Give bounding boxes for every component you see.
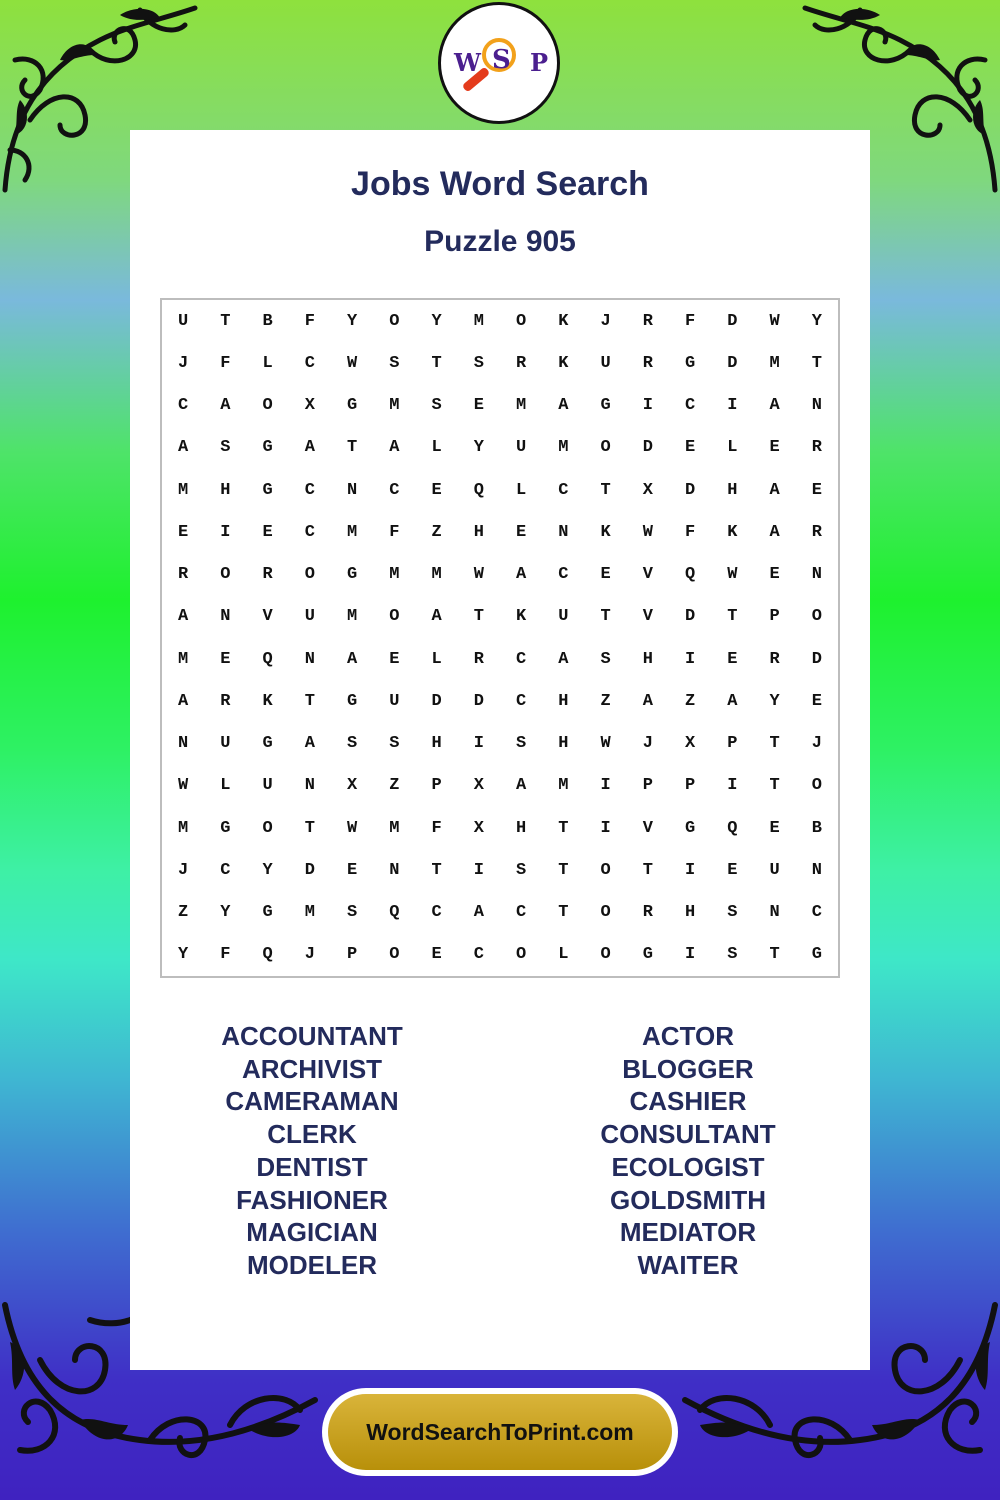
grid-cell: U	[558, 607, 569, 627]
grid-cell: B	[811, 818, 822, 838]
grid-cell: O	[304, 565, 315, 585]
grid-cell: G	[685, 818, 696, 838]
grid-cell: D	[727, 353, 738, 373]
grid-cell: A	[642, 691, 653, 711]
grid-cell: H	[558, 734, 569, 754]
grid-cell: E	[769, 818, 780, 838]
grid-cell: U	[178, 311, 189, 331]
grid-cell: N	[811, 565, 822, 585]
grid-cell: N	[811, 860, 822, 880]
grid-cell: L	[431, 438, 442, 458]
logo-letter-p: P	[530, 48, 549, 77]
grid-cell: R	[811, 522, 822, 542]
grid-cell: C	[304, 353, 315, 373]
grid-cell: D	[304, 860, 315, 880]
grid-cell: A	[304, 734, 315, 754]
grid-cell: G	[347, 565, 358, 585]
grid-cell: Q	[685, 565, 696, 585]
grid-cell: R	[811, 438, 822, 458]
grid-cell: M	[473, 311, 484, 331]
grid-cell: E	[431, 945, 442, 965]
grid-cell: L	[431, 649, 442, 669]
grid-cell: I	[685, 945, 696, 965]
grid-cell: H	[558, 691, 569, 711]
grid-cell: H	[642, 649, 653, 669]
grid-cell: T	[769, 734, 780, 754]
grid-cell: A	[220, 396, 231, 416]
word-list-item: DENTIST	[256, 1151, 368, 1182]
grid-cell: G	[220, 818, 231, 838]
grid-cell: A	[431, 607, 442, 627]
grid-cell: G	[347, 691, 358, 711]
grid-cell: R	[473, 649, 484, 669]
grid-cell: M	[389, 818, 400, 838]
grid-cell: I	[220, 522, 231, 542]
grid-cell: L	[516, 480, 527, 500]
grid-cell: D	[431, 691, 442, 711]
grid-cell: W	[642, 522, 653, 542]
grid-cell: T	[769, 945, 780, 965]
grid-cell: C	[220, 860, 231, 880]
letter-grid	[160, 298, 840, 978]
grid-cell: M	[178, 649, 189, 669]
grid-cell: W	[600, 734, 611, 754]
grid-cell: S	[389, 353, 400, 373]
grid-cell: S	[347, 734, 358, 754]
grid-cell: T	[600, 480, 611, 500]
grid-cell: Z	[431, 522, 442, 542]
grid-cell: R	[262, 565, 273, 585]
grid-cell: O	[516, 945, 527, 965]
grid-cell: I	[685, 860, 696, 880]
grid-cell: D	[473, 691, 484, 711]
grid-cell: A	[558, 396, 569, 416]
grid-cell: G	[262, 903, 273, 923]
grid-cell: T	[431, 353, 442, 373]
grid-cell: A	[473, 903, 484, 923]
logo-letter-w: W	[454, 48, 481, 77]
grid-cell: X	[347, 776, 358, 796]
footer-link[interactable]: WordSearchToPrint.com	[328, 1394, 672, 1470]
grid-cell: A	[389, 438, 400, 458]
grid-cell: C	[304, 480, 315, 500]
grid-cell: J	[304, 945, 315, 965]
grid-cell: X	[685, 734, 696, 754]
grid-cell: D	[685, 607, 696, 627]
grid-cell: E	[685, 438, 696, 458]
grid-cell: N	[178, 734, 189, 754]
grid-cell: F	[220, 945, 231, 965]
grid-cell: P	[431, 776, 442, 796]
grid-cell: T	[811, 353, 822, 373]
grid-cell: E	[178, 522, 189, 542]
grid-cell: H	[516, 818, 527, 838]
grid-cell: S	[220, 438, 231, 458]
grid-cell: E	[600, 565, 611, 585]
logo-letter-s: S	[492, 45, 511, 75]
grid-cell: T	[220, 311, 231, 331]
grid-cell: A	[304, 438, 315, 458]
grid-cell: U	[600, 353, 611, 373]
grid-cell: W	[769, 311, 780, 331]
grid-cell: U	[262, 776, 273, 796]
grid-cell: C	[685, 396, 696, 416]
grid-cell: V	[262, 607, 273, 627]
grid-cell: E	[473, 396, 484, 416]
grid-cell: F	[431, 818, 442, 838]
grid-cell: O	[600, 903, 611, 923]
grid-cell: T	[473, 607, 484, 627]
grid-cell: M	[178, 818, 189, 838]
grid-cell: E	[516, 522, 527, 542]
grid-cell: O	[600, 438, 611, 458]
grid-cell: R	[769, 649, 780, 669]
word-list-item: CLERK	[267, 1119, 357, 1150]
grid-cell: A	[769, 396, 780, 416]
grid-cell: P	[642, 776, 653, 796]
grid-cell: O	[600, 945, 611, 965]
grid-cell: U	[220, 734, 231, 754]
grid-cell: N	[304, 649, 315, 669]
grid-cell: E	[389, 649, 400, 669]
grid-cell: I	[473, 860, 484, 880]
word-list-item: ARCHIVIST	[241, 1053, 383, 1084]
grid-cell: L	[220, 776, 231, 796]
grid-cell: Y	[220, 903, 231, 923]
grid-cell: T	[769, 776, 780, 796]
grid-cell: G	[347, 396, 358, 416]
word-list-item: ACCOUNTANT	[221, 1021, 403, 1051]
grid-cell: V	[642, 818, 653, 838]
grid-cell: M	[178, 480, 189, 500]
grid-cell: C	[178, 396, 189, 416]
word-list-item: MEDIATOR	[619, 1217, 757, 1248]
word-list-item: MAGICIAN	[246, 1217, 378, 1248]
grid-cell: E	[727, 860, 738, 880]
word-list-item: ACTOR	[642, 1021, 734, 1051]
grid-cell: R	[642, 903, 653, 923]
grid-cell: A	[178, 607, 189, 627]
grid-cell: P	[347, 945, 358, 965]
grid-cell: Z	[389, 776, 400, 796]
grid-cell: R	[516, 353, 527, 373]
grid-cell: G	[685, 353, 696, 373]
grid-cell: M	[347, 607, 358, 627]
grid-cell: D	[727, 311, 738, 331]
grid-cell: C	[516, 691, 527, 711]
grid-cell: D	[642, 438, 653, 458]
grid-cell: Y	[811, 311, 822, 331]
grid-cell: M	[304, 903, 315, 923]
grid-cell: V	[642, 607, 653, 627]
grid-cell: E	[220, 649, 231, 669]
grid-cell: I	[473, 734, 484, 754]
word-list-item: BLOGGER	[622, 1053, 754, 1084]
word-list-item: CAMERAMAN	[225, 1086, 399, 1117]
grid-cell: Z	[685, 691, 696, 711]
grid-cell: E	[769, 438, 780, 458]
grid-cell: S	[727, 945, 738, 965]
grid-cell: N	[811, 396, 822, 416]
grid-cell: U	[769, 860, 780, 880]
grid-cell: M	[389, 565, 400, 585]
grid-cell: H	[727, 480, 738, 500]
grid-cell: Y	[769, 691, 780, 711]
grid-cell: I	[727, 396, 738, 416]
grid-cell: K	[727, 522, 738, 542]
grid-cell: I	[727, 776, 738, 796]
grid-cell: J	[811, 734, 822, 754]
grid-cell: E	[769, 565, 780, 585]
grid-cell: J	[178, 353, 189, 373]
grid-cell: C	[558, 480, 569, 500]
grid-cell: G	[600, 396, 611, 416]
grid-cell: S	[516, 734, 527, 754]
grid-cell: E	[347, 860, 358, 880]
grid-cell: T	[304, 818, 315, 838]
grid-cell: X	[473, 776, 484, 796]
grid-cell: S	[516, 860, 527, 880]
grid-cell: W	[727, 565, 738, 585]
footer-banner[interactable]	[322, 1388, 678, 1476]
grid-cell: O	[516, 311, 527, 331]
grid-cell: Z	[178, 903, 189, 923]
grid-cell: E	[727, 649, 738, 669]
grid-cell: F	[220, 353, 231, 373]
grid-cell: X	[642, 480, 653, 500]
grid-cell: J	[642, 734, 653, 754]
grid-cell: K	[558, 311, 569, 331]
grid-cell: A	[347, 649, 358, 669]
grid-cell: T	[642, 860, 653, 880]
grid-cell: E	[262, 522, 273, 542]
grid-cell: O	[389, 945, 400, 965]
grid-cell: W	[347, 818, 358, 838]
grid-cell: A	[178, 438, 189, 458]
grid-cell: O	[600, 860, 611, 880]
grid-cell: W	[178, 776, 189, 796]
grid-cell: C	[389, 480, 400, 500]
grid-cell: I	[600, 818, 611, 838]
grid-cell: K	[516, 607, 527, 627]
grid-cell: Q	[389, 903, 400, 923]
grid-cell: M	[558, 438, 569, 458]
site-logo[interactable]	[438, 2, 560, 124]
grid-cell: W	[347, 353, 358, 373]
grid-cell: A	[769, 522, 780, 542]
grid-cell: G	[262, 438, 273, 458]
grid-cell: V	[642, 565, 653, 585]
grid-cell: O	[811, 776, 822, 796]
word-list-item: WAITER	[637, 1249, 739, 1280]
grid-cell: O	[389, 607, 400, 627]
grid-cell: C	[431, 903, 442, 923]
word-list-item: GOLDSMITH	[610, 1184, 766, 1215]
grid-cell: A	[558, 649, 569, 669]
page-title: Jobs Word Search	[351, 165, 649, 203]
grid-cell: T	[431, 860, 442, 880]
grid-cell: A	[727, 691, 738, 711]
grid-cell: K	[262, 691, 273, 711]
grid-cell: C	[516, 903, 527, 923]
grid-cell: Y	[178, 945, 189, 965]
grid-cell: C	[811, 903, 822, 923]
grid-cell: P	[727, 734, 738, 754]
grid-cell: M	[558, 776, 569, 796]
grid-cell: U	[516, 438, 527, 458]
grid-cell: R	[178, 565, 189, 585]
grid-cell: T	[304, 691, 315, 711]
grid-cell: O	[811, 607, 822, 627]
grid-cell: H	[685, 903, 696, 923]
grid-cell: E	[811, 480, 822, 500]
grid-cell: Q	[262, 945, 273, 965]
grid-cell: T	[347, 438, 358, 458]
grid-cell: M	[516, 396, 527, 416]
grid-cell: L	[727, 438, 738, 458]
grid-cell: S	[347, 903, 358, 923]
grid-cell: S	[431, 396, 442, 416]
grid-cell: B	[262, 311, 273, 331]
word-list-item: MODELER	[247, 1249, 377, 1280]
grid-cell: S	[473, 353, 484, 373]
grid-cell: N	[347, 480, 358, 500]
grid-cell: W	[473, 565, 484, 585]
grid-cell: O	[389, 311, 400, 331]
grid-cell: R	[642, 311, 653, 331]
grid-cell: S	[600, 649, 611, 669]
grid-cell: T	[558, 860, 569, 880]
grid-cell: F	[685, 522, 696, 542]
grid-cell: G	[262, 734, 273, 754]
grid-cell: Z	[600, 691, 611, 711]
grid-cell: Q	[727, 818, 738, 838]
word-list-item: CONSULTANT	[600, 1119, 776, 1150]
grid-cell: R	[642, 353, 653, 373]
grid-cell: C	[304, 522, 315, 542]
grid-cell: E	[431, 480, 442, 500]
grid-cell: G	[811, 945, 822, 965]
grid-cell: Y	[262, 860, 273, 880]
grid-cell: A	[178, 691, 189, 711]
grid-cell: U	[304, 607, 315, 627]
grid-cell: U	[389, 691, 400, 711]
grid-cell: I	[642, 396, 653, 416]
grid-cell: X	[473, 818, 484, 838]
grid-cell: N	[304, 776, 315, 796]
grid-cell: L	[262, 353, 273, 373]
grid-cell: N	[389, 860, 400, 880]
grid-cell: K	[558, 353, 569, 373]
grid-cell: I	[600, 776, 611, 796]
grid-cell: M	[431, 565, 442, 585]
word-list-item: CASHIER	[629, 1086, 747, 1117]
grid-cell: Y	[347, 311, 358, 331]
grid-cell: N	[769, 903, 780, 923]
puzzle-number: Puzzle 905	[424, 225, 576, 258]
grid-cell: C	[516, 649, 527, 669]
grid-cell: H	[431, 734, 442, 754]
grid-cell: J	[178, 860, 189, 880]
grid-cell: X	[304, 396, 315, 416]
grid-cell: K	[600, 522, 611, 542]
grid-cell: N	[558, 522, 569, 542]
grid-cell: T	[600, 607, 611, 627]
puzzle-card	[130, 130, 870, 1370]
grid-cell: Y	[473, 438, 484, 458]
grid-cell: Q	[473, 480, 484, 500]
grid-cell: S	[389, 734, 400, 754]
grid-cell: O	[262, 396, 273, 416]
word-list-item: ECOLOGIST	[611, 1151, 765, 1182]
grid-cell: L	[558, 945, 569, 965]
grid-cell: D	[811, 649, 822, 669]
grid-cell: M	[389, 396, 400, 416]
grid-cell: G	[642, 945, 653, 965]
word-list-item: FASHIONER	[236, 1184, 388, 1215]
grid-cell: T	[558, 818, 569, 838]
grid-cell: C	[558, 565, 569, 585]
grid-cell: E	[811, 691, 822, 711]
grid-cell: F	[304, 311, 315, 331]
grid-cell: F	[685, 311, 696, 331]
grid-cell: O	[262, 818, 273, 838]
grid-cell: M	[769, 353, 780, 373]
grid-cell: N	[220, 607, 231, 627]
grid-cell: P	[685, 776, 696, 796]
grid-cell: S	[727, 903, 738, 923]
grid-cell: A	[769, 480, 780, 500]
grid-cell: H	[220, 480, 231, 500]
grid-cell: G	[262, 480, 273, 500]
grid-cell: C	[473, 945, 484, 965]
grid-cell: M	[347, 522, 358, 542]
grid-cell: J	[600, 311, 611, 331]
grid-cell: F	[389, 522, 400, 542]
grid-cell: Q	[262, 649, 273, 669]
grid-cell: Y	[431, 311, 442, 331]
grid-cell: R	[220, 691, 231, 711]
grid-cell: A	[516, 776, 527, 796]
grid-cell: P	[769, 607, 780, 627]
grid-cell: O	[220, 565, 231, 585]
grid-cell: H	[473, 522, 484, 542]
grid-cell: D	[685, 480, 696, 500]
grid-cell: T	[558, 903, 569, 923]
grid-cell: I	[685, 649, 696, 669]
grid-cell: T	[727, 607, 738, 627]
grid-cell: A	[516, 565, 527, 585]
